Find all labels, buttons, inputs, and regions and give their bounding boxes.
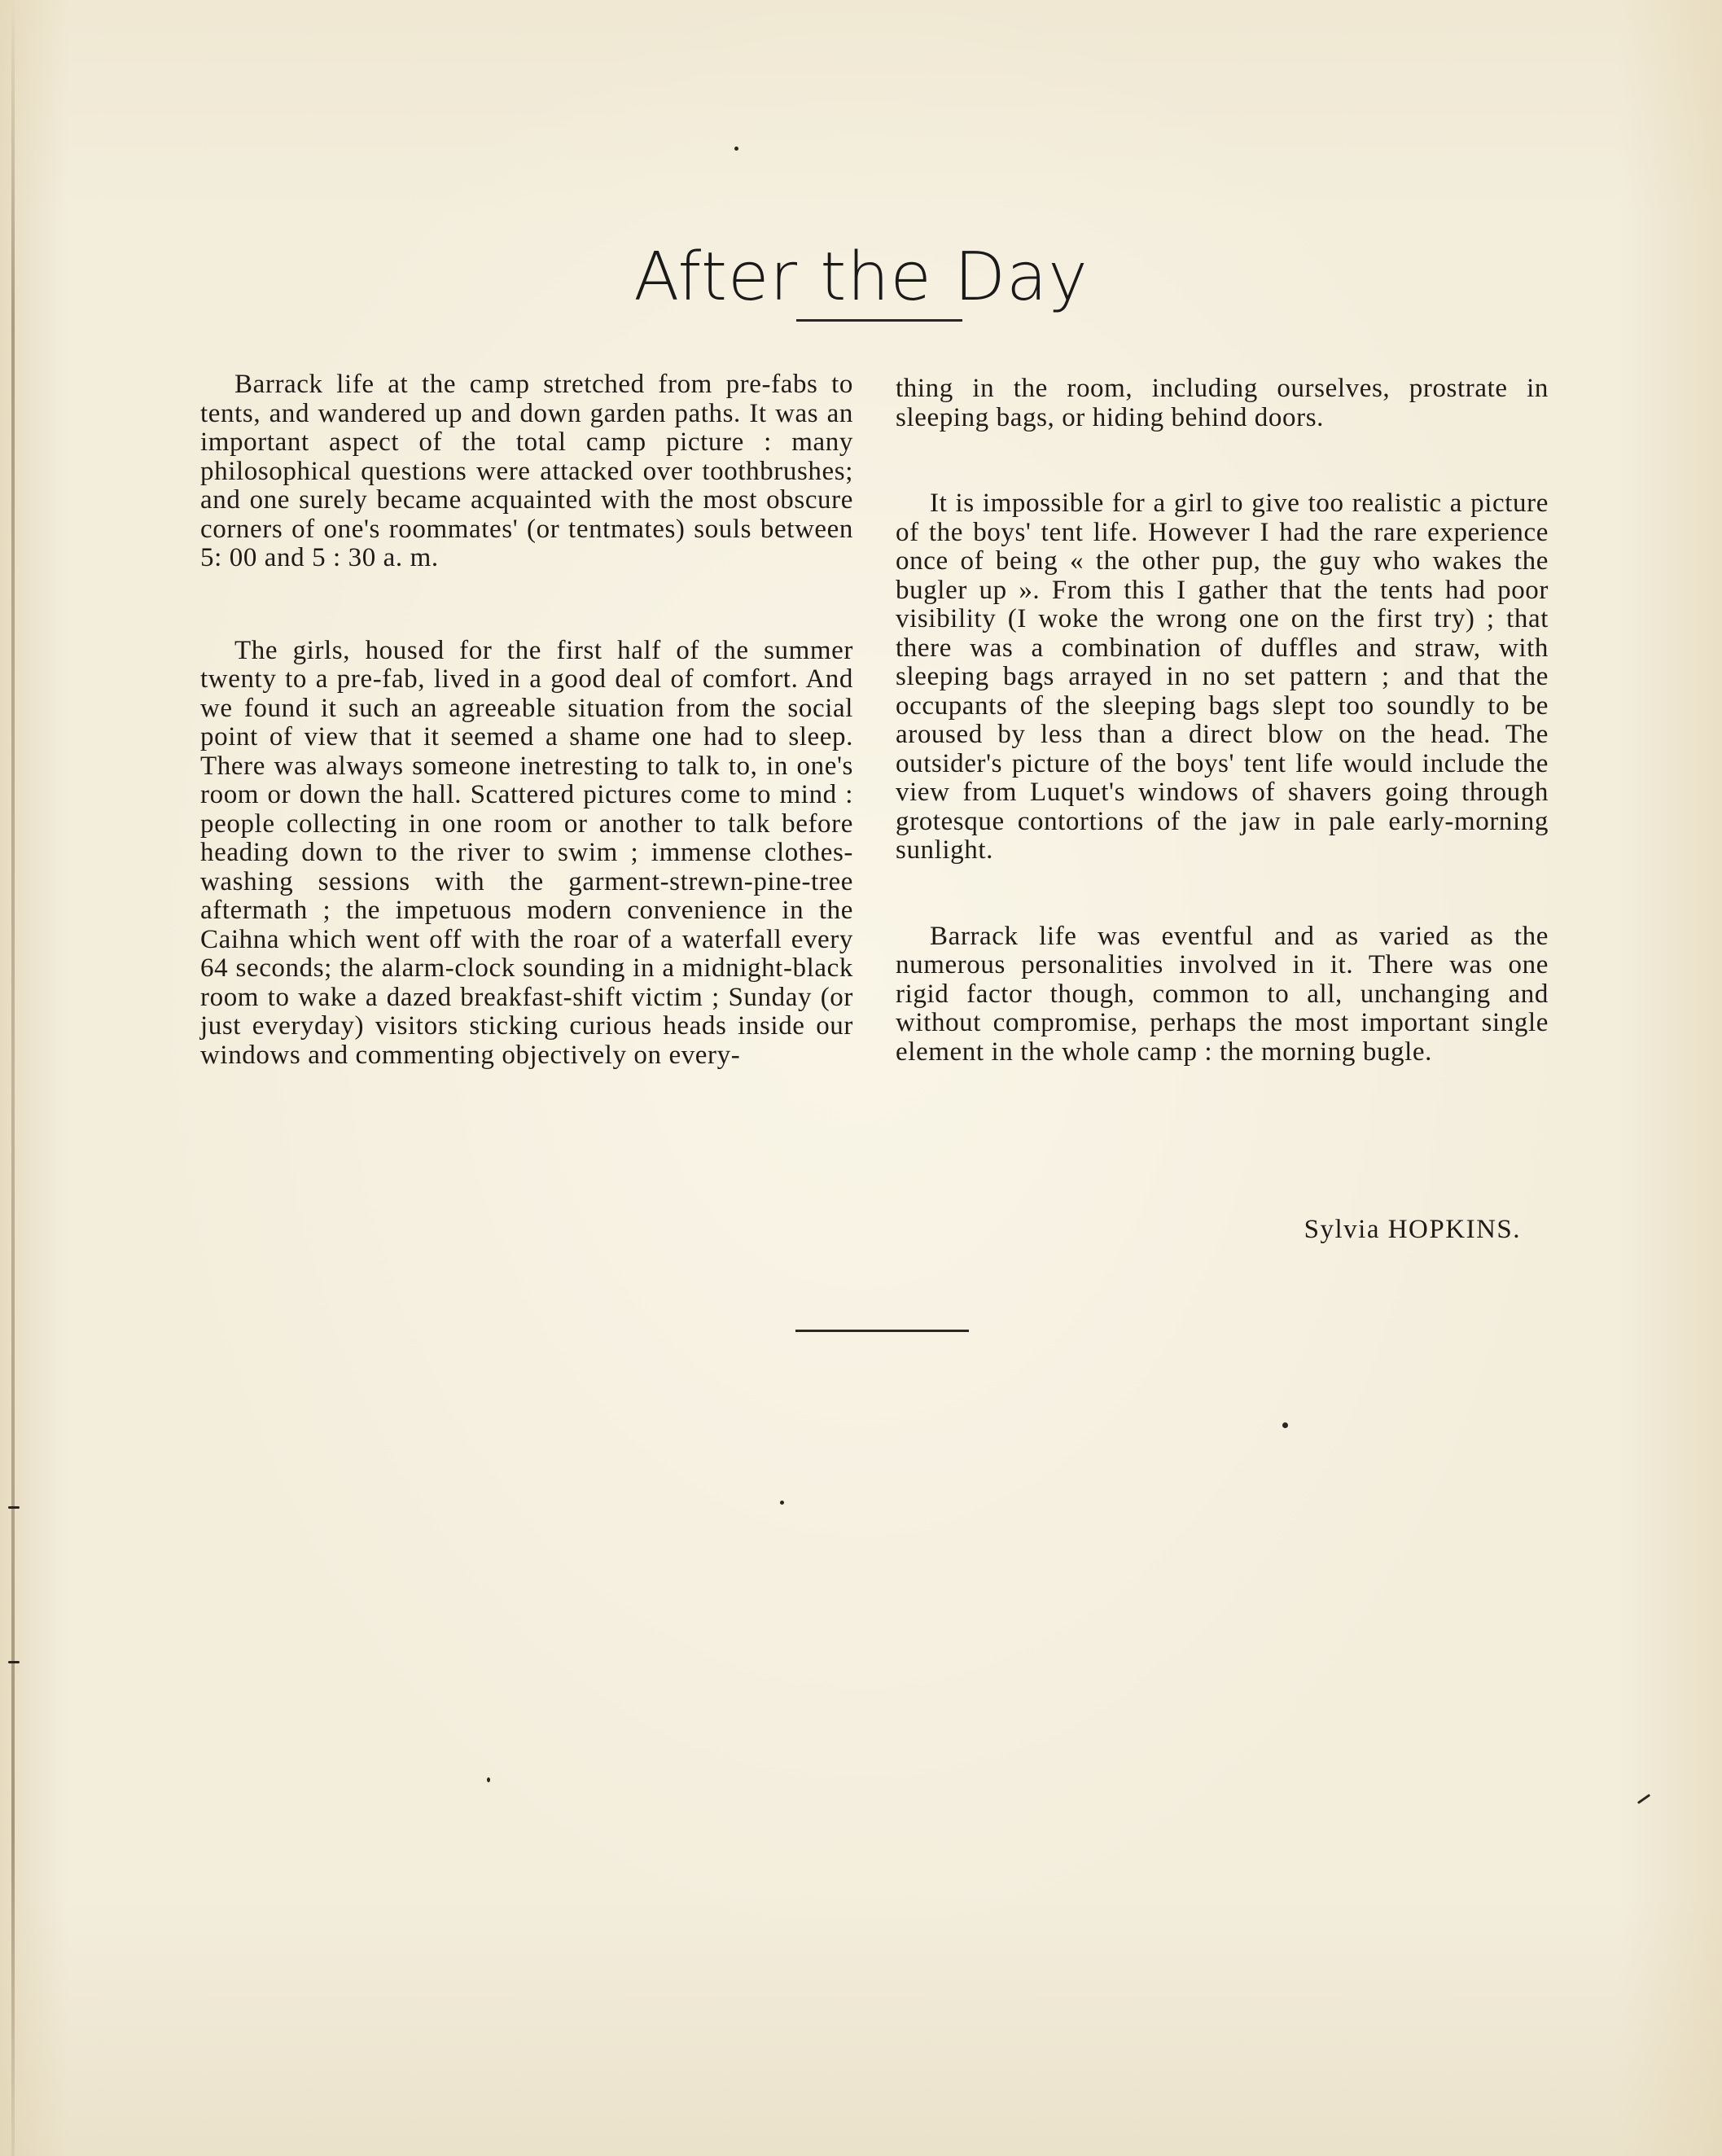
paragraph: Barrack life at the camp stretched from pre-fabs to tents, and wandered up and down garden paths. It was an important aspect of the total camp picture : many philosophical questions were attacked over toothbrushes; and one surely became acquainted with the most obscure corners of one's roommates' (or tentmates) souls between 5: 00 and 5 : 30 a. m. xyxy=(200,370,853,572)
paragraph: thing in the room, including ourselves, prostrate in sleeping bags, or hiding behind doors. xyxy=(896,374,1549,432)
article-column-left xyxy=(200,370,853,1070)
end-divider xyxy=(795,1330,969,1332)
author-signature: Sylvia HOPKINS. xyxy=(1304,1215,1521,1244)
paper-speck xyxy=(734,147,738,151)
paragraph: Barrack life was eventful and as varied as the numerous personalities involved in it. There was one rigid factor though, common to all, unchanging and without compromise, perhaps the most important single element in the whole camp : the morning bugle. xyxy=(896,921,1549,1067)
paper-speck xyxy=(8,1506,20,1509)
paragraph: It is impossible for a girl to give too realistic a picture of the boys' tent life. However I had the rare experience once of being « the other pup, the guy who wakes the bugler up ». From this I gather that the tents had poor visibility (I woke the wrong one on the first try) ; that there was a combination of duffles and straw, with sleeping bags arrayed in no set pattern ; and that the occupants of the sleeping bags slept too soundly to be aroused by less than a direct blow on the head. The outsider's picture of the boys' tent life would include the view from Luquet's windows of shavers going through grotesque contortions of the jaw in pale early-morning sunlight. xyxy=(896,489,1549,865)
article-column-right xyxy=(896,375,1549,1067)
paper-speck xyxy=(487,1777,490,1782)
article-title: After the Day xyxy=(633,238,1089,316)
title-divider xyxy=(796,319,962,322)
paragraph: The girls, housed for the first half of the summer twenty to a pre-fab, lived in a good deal of comfort. And we found it such an agreeable situation from the social point of view that it seemed a shame one had to sleep. There was always someone inetresting to talk to, in one's room or down the hall. Scattered pictures come to mind : people collecting in one room or another to talk before heading down to the river to swim ; immense clothes-washing sessions with the garment-strewn-pine-tree aftermath ; the impetuous modern convenience in the Caihna which went off with the roar of a waterfall every 64 seconds; the alarm-clock sounding in a midnight-black room to wake a dazed breakfast-shift victim ; Sunday (or just everyday) visitors sticking curious heads inside our windows and commenting objectively on every- xyxy=(200,635,853,1070)
paper-speck xyxy=(1282,1422,1288,1428)
page-binding-edge xyxy=(11,0,15,2156)
paper-speck xyxy=(780,1501,784,1505)
paper-speck xyxy=(8,1661,20,1663)
paper-speck xyxy=(1637,1794,1650,1804)
